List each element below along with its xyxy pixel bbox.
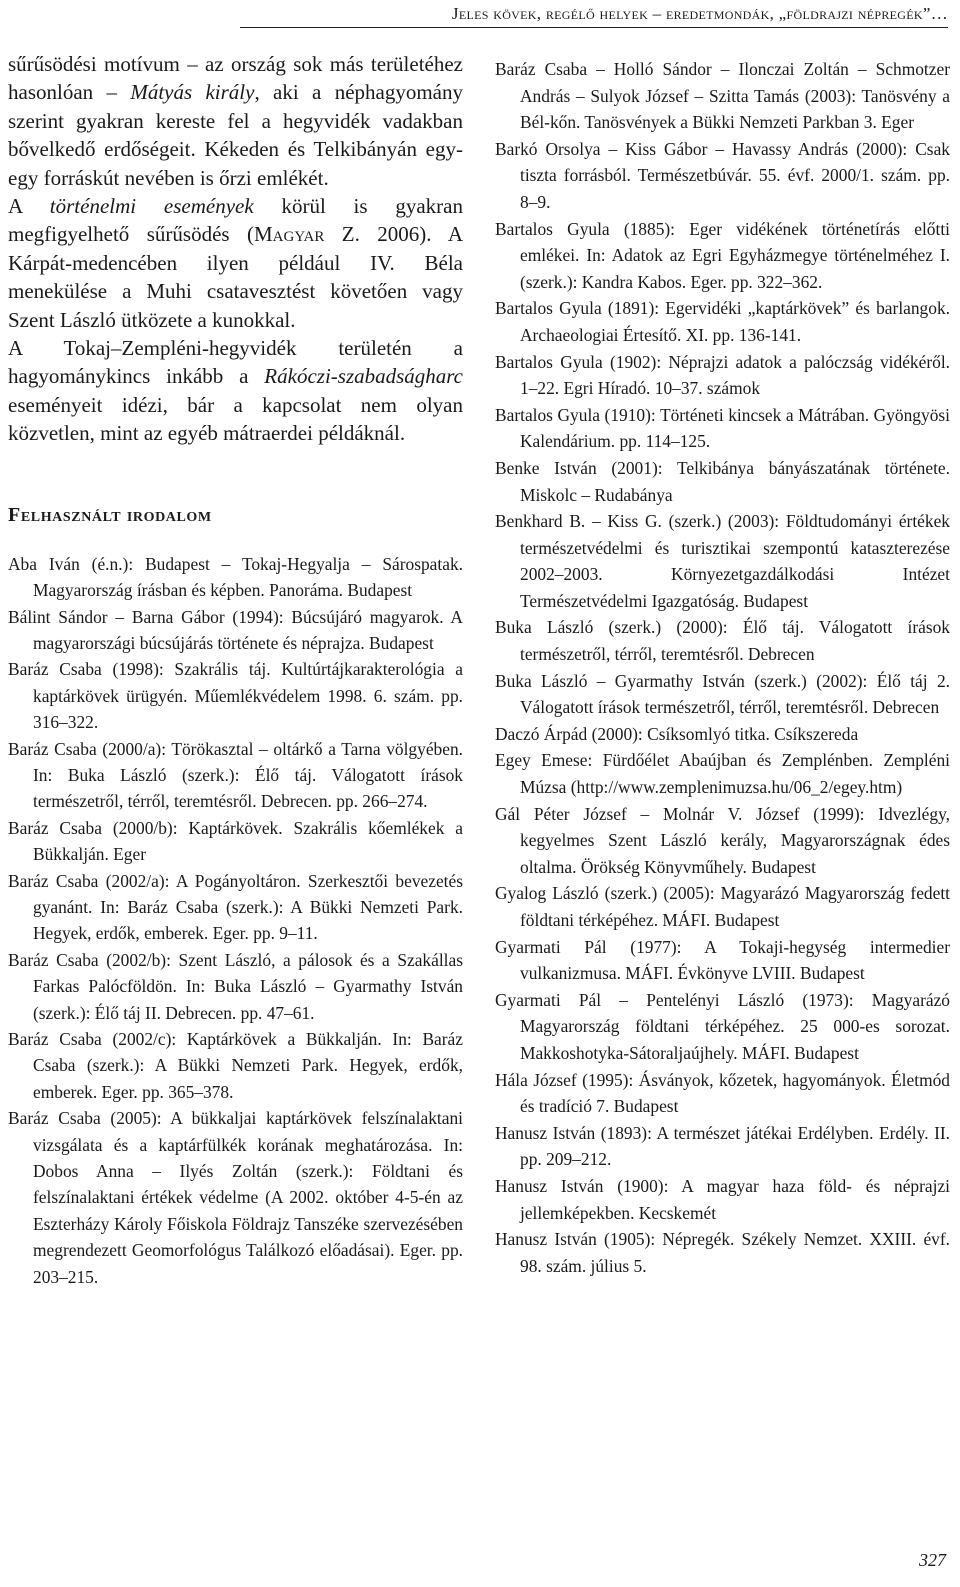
paragraph xyxy=(8,192,463,334)
reference-item: Aba Iván (é.n.): Budapest – Tokaj-Hegyalja – Sárospatak. Magyarország írásban és képben. Panoráma. Budapest xyxy=(8,553,463,601)
reference-item: Gyarmati Pál (1977): A Tokaji-hegység intermedier vulkanizmusa. MÁFI. Évkönyve LVIII. Budapest xyxy=(495,936,950,984)
author-smallcaps: Magyar xyxy=(254,222,325,247)
paragraph xyxy=(8,50,463,192)
text-run: , aki a néphagyomány szerint gyakran kereste fel a hegyvidék vadakban bővelkedő erdőségeit. Kékeden és Telkibányán egy-egy forráskút nevében is őrzi emlékét. xyxy=(8,80,463,190)
reference-item: Buka László – Gyarmathy István (szerk.) (2002): Élő táj 2. Válogatott írások természetről, térről, teremtésről. Debrecen xyxy=(495,670,950,718)
reference-item: Bartalos Gyula (1902): Néprajzi adatok a palóczság vidékéről. 1–22. Egri Híradó. 10–37. számok xyxy=(495,351,950,399)
reference-item: Baráz Csaba – Holló Sándor – Ilonczai Zoltán – Schmotzer András – Sulyok József – Szitta Tamás (2003): Tanösvény a Bél-kőn. Tanösvények a Bükki Nemzeti Parkban 3. Eger xyxy=(495,59,950,133)
reference-item: Hanusz István (1905): Népregék. Székely Nemzet. XXIII. évf. 98. szám. július 5. xyxy=(495,1229,950,1276)
reference-item: Buka László (szerk.) (2000): Élő táj. Válogatott írások természetről, térről, teremtésről. Debrecen xyxy=(495,617,950,665)
paragraph xyxy=(8,334,463,448)
reference-item: Egey Emese: Fürdőélet Abaújban és Zemplénben. Zempléni Múzsa (http://www.zemplenimuzsa.hu/06_2/egey.htm) xyxy=(495,750,950,798)
body-text xyxy=(8,50,463,448)
reference-item: Benke István (2001): Telkibánya bányászatának története. Miskolc – Rudabánya xyxy=(495,457,950,505)
reference-item: Baráz Csaba (2005): A bükkaljai kaptárkövek felszínalaktani vizsgálata és a kaptárfülkék korának meghatározása. In: Dobos Anna – Ilyés Zoltán (szerk.): Földtani és felszínalaktani értékek védelme (A 2002. október 4-5-én az Eszterházy Károly Főiskola Földrajz Tanszéke szervezésében megrendezett Geomorfológus Találkozó előadásai). Eger. pp. 203–215. xyxy=(8,1108,463,1287)
text-run: Z. 2006). A Kárpát-medencében ilyen például IV. Béla menekülése a Muhi csatavesztést követően vagy Szent László ütközete a kunokkal. xyxy=(8,222,463,332)
emphasis: Rákóczi-szabadságharc xyxy=(264,364,463,389)
section-title: Felhasznált irodalom xyxy=(8,503,212,526)
reference-item: Gyarmati Pál – Pentelényi László (1973): Magyarázó Magyarország földtani térképéhez. 25 000-es sorozat. Makkoshotyka-Sátoraljaújhely. MÁFI. Budapest xyxy=(495,989,950,1063)
reference-item: Bartalos Gyula (1891): Egervidéki „kaptárkövek” és barlangok. Archaeologiai Értesítő. XI. pp. 136-141. xyxy=(495,298,950,345)
reference-item: Benkhard B. – Kiss G. (szerk.) (2003): Földtudományi értékek természetvédelmi és turisztikai szempontú kataszterezése 2002–2003. Környezetgazdálkodási Intézet Természetvédelmi Igazgatóság. Budapest xyxy=(495,511,950,611)
left-column xyxy=(8,50,463,1290)
text-run: eseményeit idézi, bár a kapcsolat nem olyan közvetlen, mint az egyéb mátraerdei példáknál. xyxy=(8,392,463,446)
reference-item: Baráz Csaba (2000/a): Törökasztal – oltárkő a Tarna völgyében. In: Buka László (szerk.): Élő táj. Válogatott írások természetről, térről, teremtésről. Debrecen. pp. 266–274. xyxy=(8,738,463,812)
reference-item: Hanusz István (1900): A magyar haza föld- és néprajzi jellemképekben. Kecskemét xyxy=(495,1175,950,1223)
text-run: A xyxy=(8,194,50,219)
text-run: körül is gyakran megfigyelhető sűrűsödés ( xyxy=(8,194,463,247)
reference-list-left xyxy=(8,551,463,1290)
emphasis: történelmi események xyxy=(49,194,254,219)
reference-item: Daczó Árpád (2000): Csíksomlyó titka. Csíkszereda xyxy=(495,723,859,744)
reference-item: Baráz Csaba (2000/b): Kaptárkövek. Szakrális kőemlékek a Bükkalján. Eger xyxy=(8,817,463,865)
reference-list-right xyxy=(495,56,950,1279)
reference-item: Baráz Csaba (2002/c): Kaptárkövek a Bükkalján. In: Baráz Csaba (szerk.): A Bükki Nemzeti Park. Hegyek, erdők, emberek. Eger. pp. 365–378. xyxy=(8,1029,463,1102)
reference-item: Bálint Sándor – Barna Gábor (1994): Búcsújáró magyarok. A magyarországi búcsújárás története és néprajza. Budapest xyxy=(8,606,463,653)
text-run: A Tokaj–Zempléni-hegyvidék területén a hagyománykincs inkább a xyxy=(8,336,463,389)
reference-item: Gyalog László (szerk.) (2005): Magyarázó Magyarország fedett földtani térképéhez. MÁFI. Budapest xyxy=(495,883,950,930)
reference-item: Gál Péter József – Molnár V. József (1999): Idvezlégy, kegyelmes Szent László kerály, Magyarországnak édes oltalma. Örökség Könyvműhely. Budapest xyxy=(495,803,950,877)
reference-item: Bartalos Gyula (1910): Történeti kincsek a Mátrában. Gyöngyösi Kalendárium. pp. 114–125. xyxy=(495,404,950,452)
right-column xyxy=(495,56,950,1279)
reference-item: Bartalos Gyula (1885): Eger vidékének történetírás előtti emlékei. In: Adatok az Egri Egyházmegye történelméhez I. (szerk.): Kandra Kabos. Eger. pp. 322–362. xyxy=(495,218,950,292)
reference-item: Barkó Orsolya – Kiss Gábor – Havassy András (2000): Csak tiszta forrásból. Természetbúvár. 55. évf. 2000/1. szám. pp. 8–9. xyxy=(495,138,950,212)
emphasis: Mátyás király xyxy=(130,80,255,105)
page-number: 327 xyxy=(919,1550,946,1570)
text-run: sűrűsödési motívum – az ország sok más területéhez hasonlóan – xyxy=(8,52,463,105)
reference-item: Baráz Csaba (2002/b): Szent László, a pálosok és a Szakállas Farkas Palócföldön. In: Buka László – Gyarmathy István (szerk.): Élő táj II. Debrecen. pp. 47–61. xyxy=(8,949,463,1023)
reference-item: Hanusz István (1893): A természet játékai Erdélyben. Erdély. II. pp. 209–212. xyxy=(495,1122,950,1170)
running-head: Jeles kövek, regélő helyek – eredetmondák, „földrajzi népregék”… xyxy=(240,4,948,28)
reference-item: Baráz Csaba (2002/a): A Pogányoltáron. Szerkesztői bevezetés gyanánt. In: Baráz Csaba (szerk.): A Bükki Nemzeti Park. Hegyek, erdők, emberek. Eger. pp. 9–11. xyxy=(8,870,463,944)
reference-item: Baráz Csaba (1998): Szakrális táj. Kultúrtájkarakterológia a kaptárkövek ürügyén. Műemlékvédelem 1998. 6. szám. pp. 316–322. xyxy=(8,659,463,733)
reference-item: Hála József (1995): Ásványok, kőzetek, hagyományok. Életmód és tradíció 7. Budapest xyxy=(495,1069,950,1117)
